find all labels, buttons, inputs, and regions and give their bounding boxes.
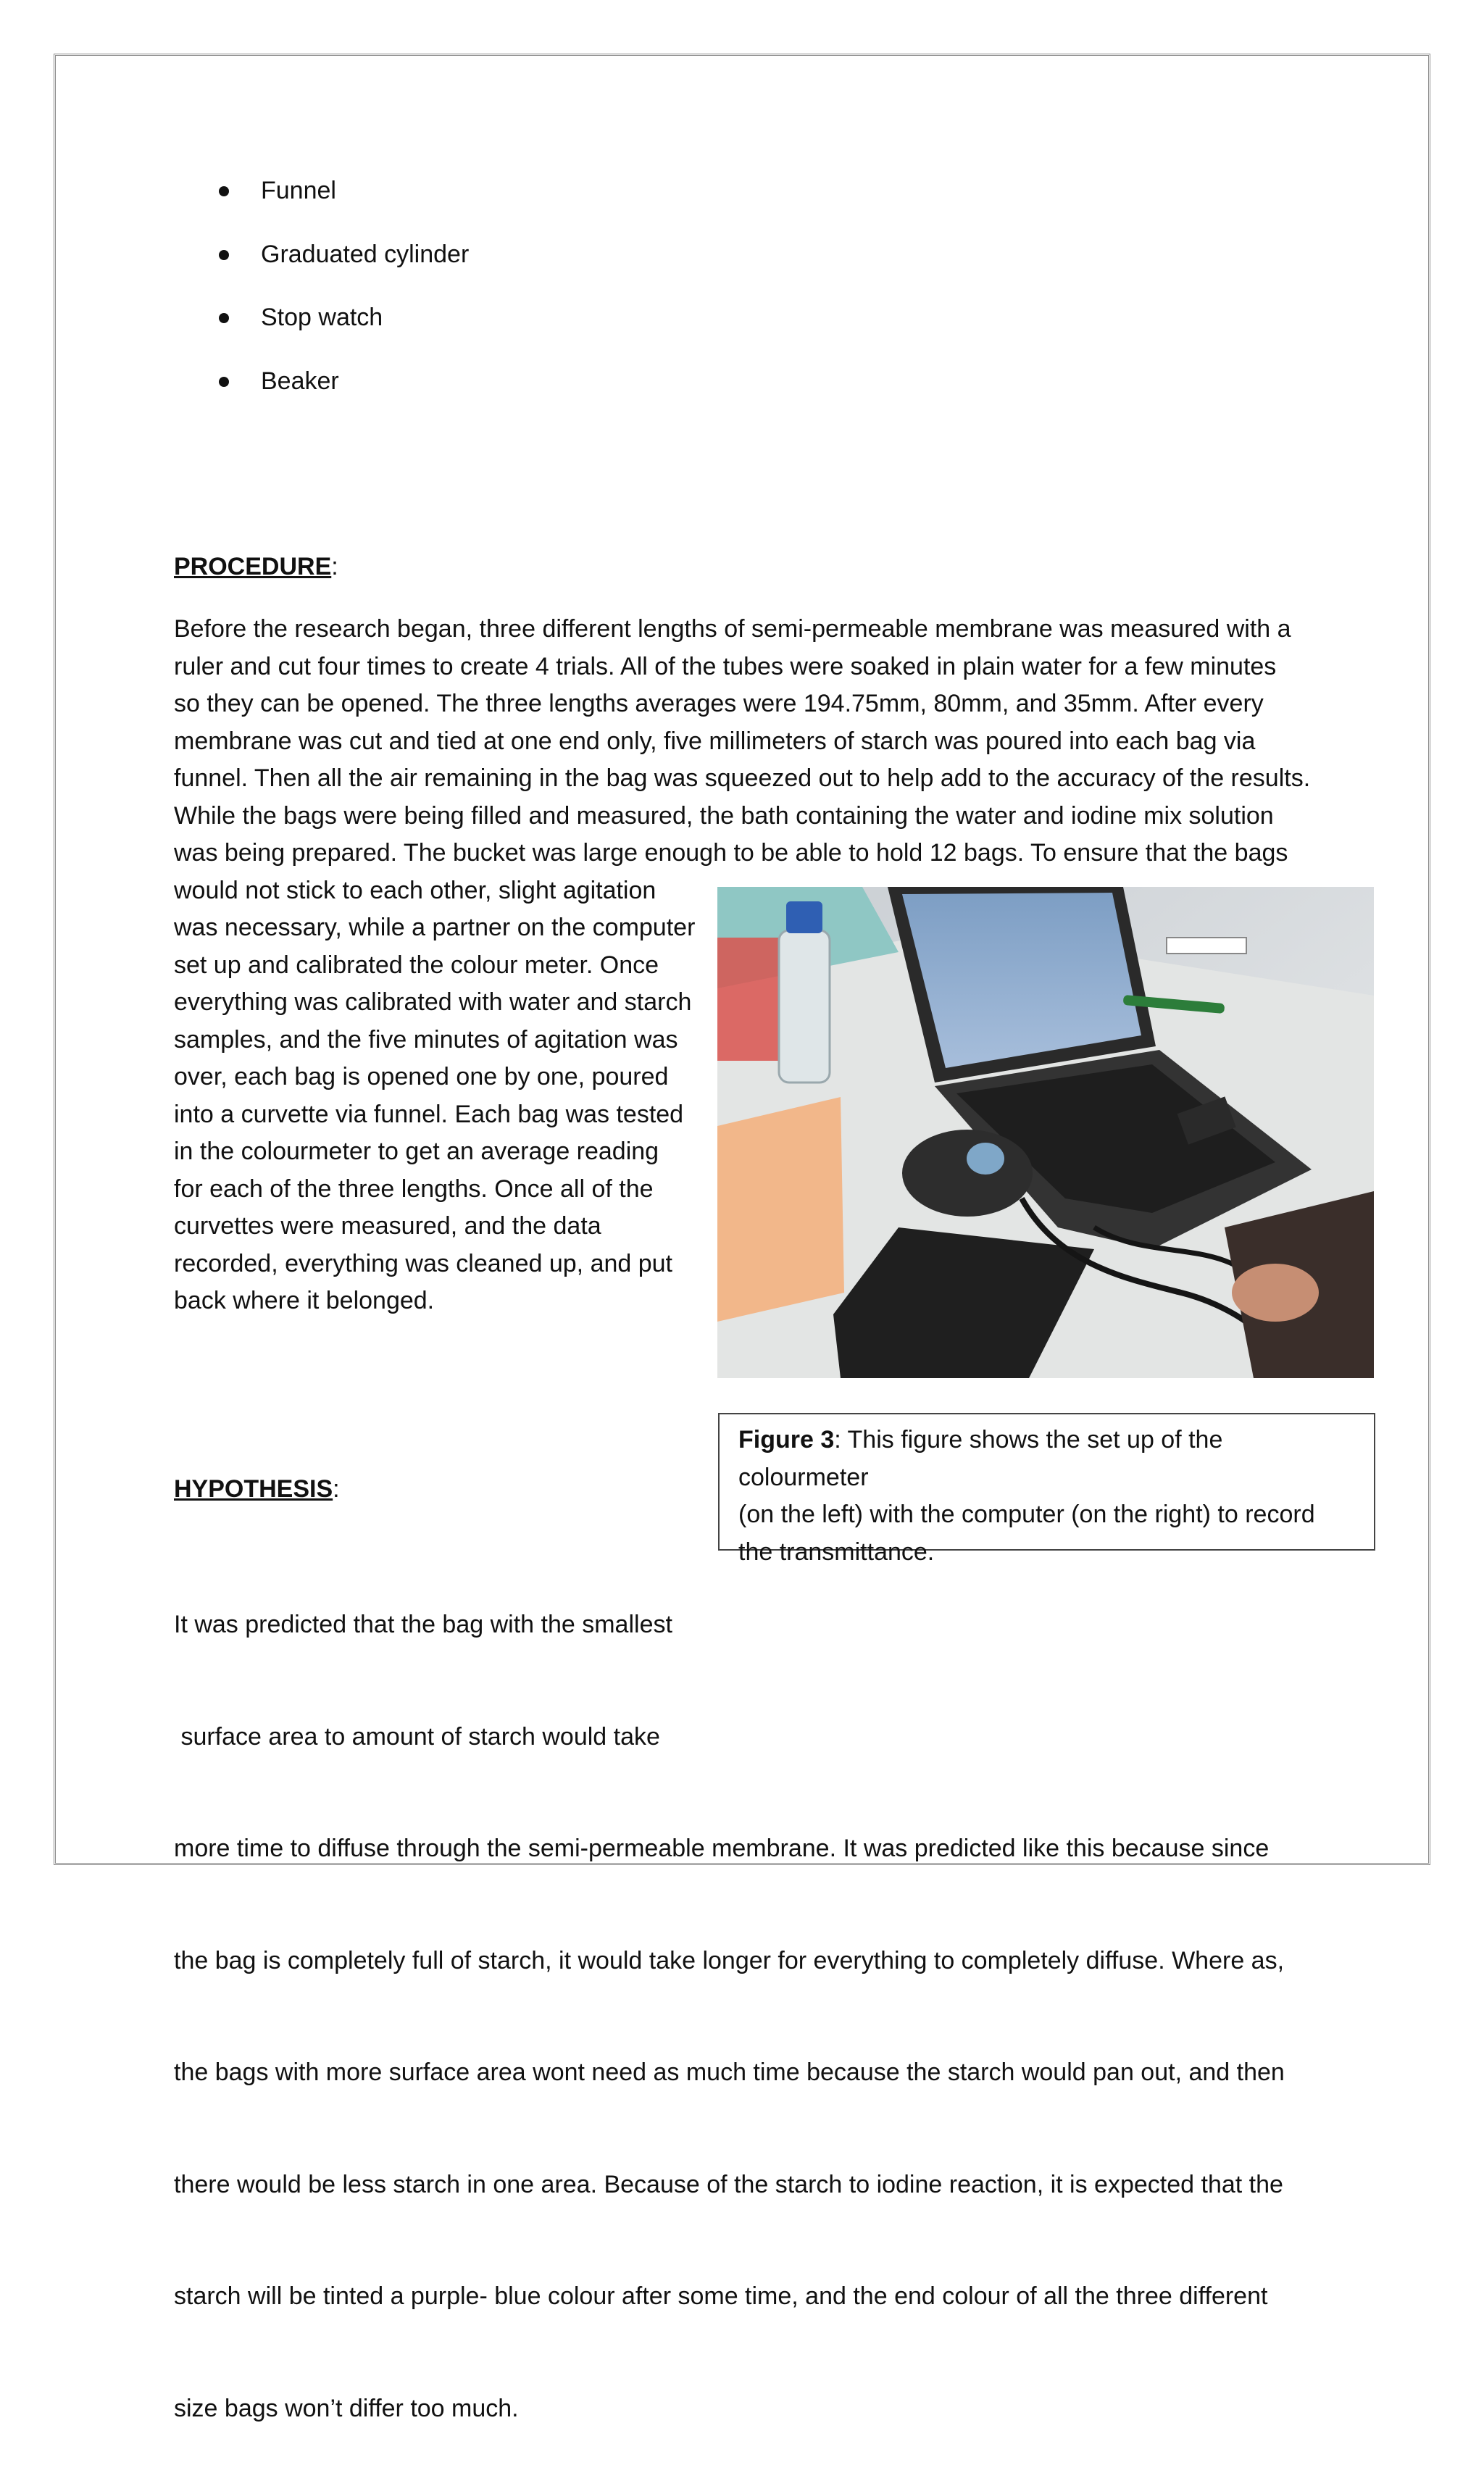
bullet-icon	[219, 313, 229, 323]
list-item	[210, 172, 469, 236]
procedure-heading	[174, 549, 338, 585]
heading-colon: :	[331, 553, 338, 580]
heading-colon: :	[333, 1475, 340, 1503]
paragraph-line: over, each bag is opened one by one, poured	[174, 1063, 669, 1090]
hypothesis-heading-text: HYPOTHESIS	[174, 1475, 333, 1503]
figure-label: Figure 3	[738, 1426, 835, 1453]
paragraph-line: set up and calibrated the colour meter. Once	[174, 951, 659, 979]
bullet-icon	[219, 250, 229, 260]
procedure-heading-text: PROCEDURE	[174, 553, 332, 580]
bullet-icon	[219, 377, 229, 387]
caption-line: the transmittance.	[738, 1538, 935, 1566]
paragraph-line: membrane was cut and tied at one end only, five millimeters of starch was poured into each bag via	[174, 727, 1256, 755]
paragraph-line: Before the research began, three different lengths of semi-permeable membrane was measured with a	[174, 615, 1291, 643]
paragraph-line: in the colourmeter to get an average reading	[174, 1138, 659, 1165]
bullet-icon	[219, 186, 229, 196]
paragraph-line: was necessary, while a partner on the computer	[174, 914, 696, 941]
paragraph-line: While the bags were being filled and measured, the bath containing the water and iodine mix solution	[174, 801, 1274, 830]
paragraph-line: size bags won’t differ too much.	[174, 2394, 519, 2422]
list-item	[210, 236, 469, 300]
list-item-label: Beaker	[261, 367, 339, 395]
paragraph-line: funnel. Then all the air remaining in the bag was squeezed out to help add to the accuracy of the results.	[174, 764, 1311, 792]
paragraph-line: there would be less starch in one area. Because of the starch to iodine reaction, it is expected that the	[174, 2170, 1283, 2198]
hypothesis-paragraph	[174, 1532, 1285, 2465]
paragraph-line: the bags with more surface area wont need as much time because the starch would pan out, and then	[174, 2059, 1285, 2086]
hypothesis-heading	[174, 1471, 340, 1508]
paragraph-line: into a curvette via funnel. Each bag was tested	[174, 1100, 684, 1128]
lab-setup-photo	[717, 887, 1374, 1378]
paragraph-line: would not stick to each other, slight agitation	[174, 876, 656, 904]
paragraph-line: everything was calibrated with water and starch	[174, 988, 692, 1016]
paragraph-line: It was predicted that the bag with the smallest	[174, 1611, 672, 1638]
paragraph-line: ruler and cut four times to create 4 trials. All of the tubes were soaked in plain water for a few minutes	[174, 652, 1277, 680]
list-item-label: Stop watch	[261, 304, 383, 331]
paragraph-line: back where it belonged.	[174, 1287, 435, 1314]
caption-line	[738, 1422, 1355, 1496]
caption-line: (on the left) with the computer (on the right) to record	[738, 1501, 1315, 1528]
paragraph-line: for each of the three lengths. Once all of the	[174, 1175, 654, 1203]
list-item-label: Graduated cylinder	[261, 240, 470, 268]
paragraph-line: starch will be tinted a purple- blue colour after some time, and the end colour of all the three different	[174, 2282, 1268, 2310]
caption-text: : This figure shows the set up of the colourmeter	[738, 1426, 1223, 1491]
paragraph-line: curvettes were measured, and the data	[174, 1212, 601, 1240]
paragraph-line: so they can be opened. The three lengths averages were 194.75mm, 80mm, and 35mm. After every	[174, 690, 1264, 717]
paragraph-line: was being prepared. The bucket was large enough to be able to hold 12 bags. To ensure that the bags	[174, 839, 1288, 867]
paragraph-line: samples, and the five minutes of agitation was	[174, 1025, 678, 1054]
paragraph-line: more time to diffuse through the semi-permeable membrane. It was predicted like this because since	[174, 1835, 1270, 1862]
list-item	[210, 363, 469, 427]
paragraph-line: recorded, everything was cleaned up, and put	[174, 1249, 673, 1277]
figure-caption	[718, 1413, 1375, 1566]
paragraph-line: surface area to amount of starch would take	[174, 1722, 660, 1751]
list-item-label: Funnel	[261, 177, 336, 204]
paragraph-line: the bag is completely full of starch, it would take longer for everything to completely diffuse. Where as,	[174, 1946, 1285, 1974]
list-item	[210, 299, 469, 363]
materials-list	[210, 172, 469, 426]
